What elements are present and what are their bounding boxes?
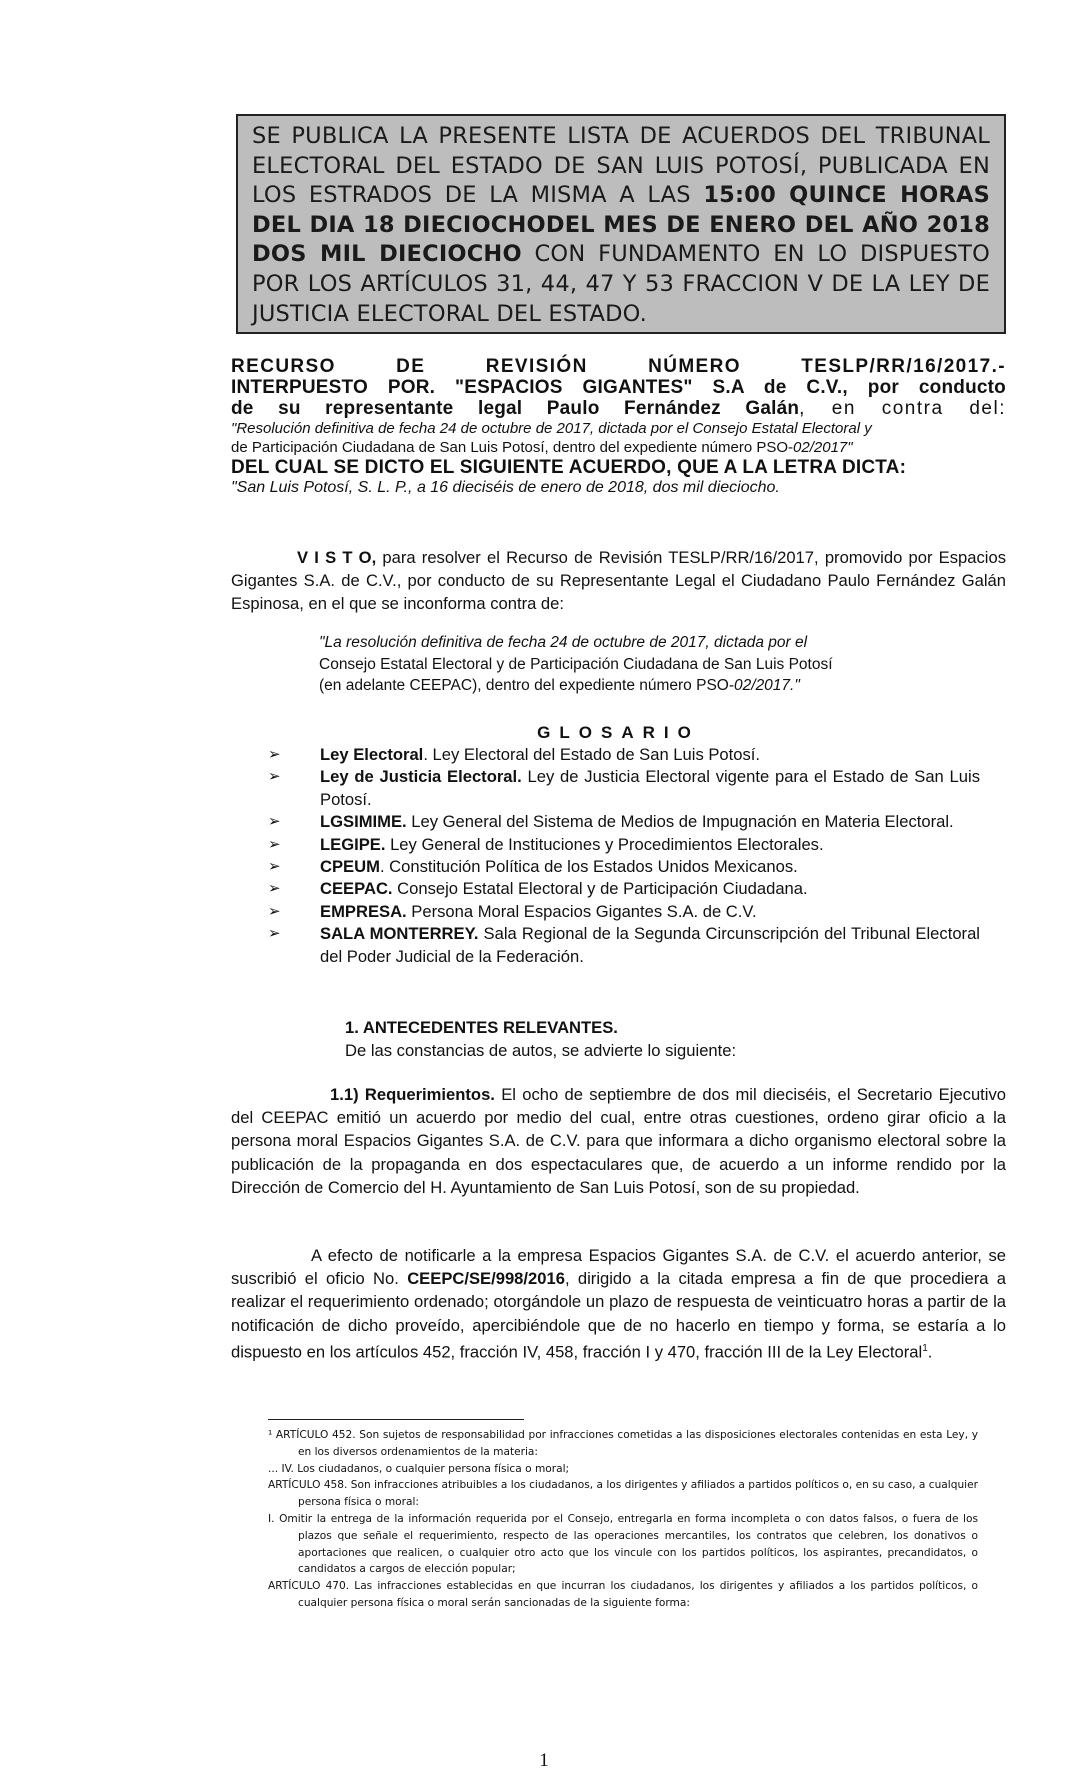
footnote-article-458: ARTÍCULO 458. Son infracciones atribuibles a los ciudadanos, a los dirigentes y afiliados a partidos políticos o, en su caso, a cualquier persona física o moral: <box>268 1479 978 1509</box>
glossary-item <box>268 766 980 811</box>
glossary-item <box>268 878 980 900</box>
quote-line-3 <box>319 675 939 697</box>
arrow-bullet-icon: ➢ <box>268 768 281 786</box>
efecto-text-b: , dirigido a la citada empresa a fin de que procediera a realizar el requerimiento ordenado; otorgándole un plazo de respuesta de veinticuatro horas a partir de la notificación de dicho proveído, apercibiéndole que de no hacerlo en tiempo y forma, se estaría a lo dispuesto en los artículos 452, fracción IV, 458, fracción I y 470, fracción III de la Ley Electoral <box>231 1269 1006 1362</box>
glossary-term: LGSIMIME. <box>320 812 407 832</box>
glossary-term: CPEUM <box>320 857 380 877</box>
footnotes <box>268 1427 978 1612</box>
quote-line-1: "La resolución definitiva de fecha 24 de octubre de 2017, dictada por el <box>319 634 808 651</box>
footnote-fraction-iv: ... IV. Los ciudadanos, o cualquier persona física o moral; <box>268 1462 570 1475</box>
notice-text-end: CON FUNDAMENTO EN LO DISPUESTO POR LOS ARTÍCULOS 31, 44, 47 Y 53 FRACCION V DE LA LEY DE JUSTICIA ELECTORAL DEL ESTADO. <box>252 241 990 327</box>
glossary-item <box>268 901 980 923</box>
glossary-definition: Ley General del Sistema de Medios de Impugnación en Materia Electoral. <box>406 812 954 832</box>
requerimientos-paragraph <box>231 1083 1006 1199</box>
glossary-term: SALA MONTERREY. <box>320 924 479 944</box>
glossary-item <box>268 744 980 766</box>
glossary-definition: Persona Moral Espacios Gigantes S.A. de C.V. <box>406 901 757 921</box>
glossary-term: Ley de Justicia Electoral. <box>320 767 522 787</box>
glossary-definition: Ley de Justicia Electoral vigente para el Estado de San Luis Potosí. <box>320 767 980 809</box>
visto-lead: V I S T O, <box>297 548 377 567</box>
filed-by-line: INTERPUESTO POR. "ESPACIOS GIGANTES" S.A de C.V., por conducto <box>231 377 1006 398</box>
glossary-item <box>268 811 980 833</box>
glossary-item <box>268 834 980 856</box>
agreement-heading: DEL CUAL SE DICTO EL SIGUIENTE ACUERDO, QUE A LA LETRA DICTA: <box>231 457 907 478</box>
footnote-article-452: ¹ ARTÍCULO 452. Son sujetos de responsabilidad por infracciones cometidas a las disposiciones electorales contenidas en esta Ley, y en los diversos ordenamientos de la materia: <box>268 1429 978 1458</box>
footnote-divider <box>268 1419 524 1420</box>
arrow-bullet-icon: ➢ <box>268 835 281 853</box>
resolution-line-2 <box>231 438 1006 457</box>
requerimientos-text: El ocho de septiembre de dos mil dieciséis, el Secretario Ejecutivo del CEEPAC emitió un acuerdo por medio del cual, entre otras cuestiones, ordeno girar oficio a la persona moral Espacios Gigantes S.A. de C.V. para que informara a dicho organismo electoral sobre la publicación de la propaganda en dos espectaculares que, de acuerdo a un informe rendido por la Dirección de Comercio del H. Ayuntamiento de San Luis Potosí, son de su propiedad. <box>231 1085 1006 1197</box>
resolution-file-number: 02/2017" <box>793 439 853 456</box>
antecedentes-section <box>345 1016 1005 1062</box>
arrow-bullet-icon: ➢ <box>268 858 281 876</box>
glossary-definition: . Constitución Política de los Estados Unidos Mexicanos. <box>379 857 798 877</box>
arrow-bullet-icon: ➢ <box>268 880 281 898</box>
case-heading <box>231 356 1006 497</box>
visto-text: para resolver el Recurso de Revisión TESLP/RR/16/2017, promovido por Espacios Gigantes S.A. de C.V., por conducto de su Representante Legal el Ciudadano Paulo Fernández Galán Espinosa, en el que se inconforma contra de: <box>231 548 1007 614</box>
glossary-term: CEEPAC. <box>320 879 393 899</box>
glossary-definition: . Ley Electoral del Estado de San Luis Potosí. <box>423 745 761 764</box>
representative-line <box>231 398 1006 419</box>
glossary-term: EMPRESA. <box>320 901 407 921</box>
antecedentes-intro: De las constancias de autos, se advierte lo siguiente: <box>345 1041 737 1061</box>
quote-file-number: 02/2017." <box>734 677 800 694</box>
footnote-article-470: ARTÍCULO 470. Las infracciones establecidas en que incurran los ciudadanos, los dirigentes y afiliados a los partidos políticos, o cualquier persona física o moral serán sancionadas de la siguiente forma: <box>268 1580 978 1609</box>
glossary-definition: Consejo Estatal Electoral y de Participación Ciudadana. <box>392 879 808 899</box>
case-number-line: RECURSO DE REVISIÓN NÚMERO TESLP/RR/16/2017.- <box>231 356 1006 377</box>
glossary-title: GLOSARIO <box>537 723 700 742</box>
against-text: , en contra del: <box>799 398 1006 419</box>
glossary-definition: Sala Regional de la Segunda Circunscripción del Tribunal Electoral del Poder Judicial de la Federación. <box>320 924 980 966</box>
arrow-bullet-icon: ➢ <box>268 746 281 763</box>
oficio-number: CEEPC/SE/998/2016 <box>407 1269 565 1289</box>
arrow-bullet-icon: ➢ <box>268 902 281 920</box>
publication-notice-box <box>236 114 1006 334</box>
efecto-text-a: A efecto de notificarle a la empresa Espacios Gigantes S.A. de C.V. el acuerdo anterior, se suscribió el oficio No. <box>231 1246 1006 1289</box>
representative-name: de su representante legal Paulo Fernández Galán <box>231 398 800 419</box>
arrow-bullet-icon: ➢ <box>268 925 281 943</box>
glossary-definition: Ley General de Instituciones y Procedimientos Electorales. <box>385 834 824 854</box>
quote-line-3-text: (en adelante CEEPAC), dentro del expediente número PSO- <box>319 677 735 694</box>
footnote-fraction-i: I. Omitir la entrega de la información requerida por el Consejo, entregarla en forma incompleta o con datos falsos, o fuera de los plazos que señale el requerimiento, respecto de las operaciones mercantiles, los contratos que celebren, los donativos o aportaciones que realicen, o cualquier otro acto que los vincule con los partidos políticos, los aspirantes, precandidatos, o candidatos a cargos de elección popular; <box>268 1512 978 1576</box>
agreement-date-line: "San Luis Potosí, S. L. P., a 16 dieciséis de enero de 2018, dos mil dieciocho. <box>231 479 780 496</box>
glossary-item <box>268 856 980 878</box>
notice-date-bold: 15:00 QUINCE HORAS DEL DIA 18 DIECIOCHODEL MES DE ENERO DEL AÑO 2018 DOS MIL DIECIOCHO <box>252 182 990 268</box>
quoted-resolution <box>319 632 939 697</box>
antecedentes-title: 1. ANTECEDENTES RELEVANTES. <box>345 1018 618 1037</box>
notice-text-start: SE PUBLICA LA PRESENTE LISTA DE ACUERDOS DEL TRIBUNAL ELECTORAL DEL ESTADO DE SAN LUIS POTOSÍ, PUBLICADA EN LOS ESTRADOS DE LA MISMA A LAS <box>252 123 990 209</box>
resolution-line-2-text: de Participación Ciudadana de San Luis Potosí, dentro del expediente número PSO- <box>231 439 794 456</box>
glossary-list <box>268 744 980 968</box>
glossary-term: Ley Electoral <box>320 745 424 764</box>
efecto-end: . <box>927 1342 933 1362</box>
footnote-marker: 1 <box>922 1342 928 1354</box>
arrow-bullet-icon: ➢ <box>268 813 281 831</box>
resolution-line-1: "Resolución definitiva de fecha 24 de octubre de 2017, dictada por el Consejo Estatal Electoral y <box>231 420 872 437</box>
glossary-item <box>268 923 980 968</box>
visto-paragraph <box>231 546 1006 616</box>
glossary-term: LEGIPE. <box>320 834 386 854</box>
page-number: 1 <box>539 1750 549 1771</box>
requerimientos-lead: 1.1) Requerimientos. <box>330 1085 495 1104</box>
efecto-paragraph <box>231 1244 1006 1364</box>
quote-line-2: Consejo Estatal Electoral y de Participación Ciudadana de San Luis Potosí <box>319 655 833 673</box>
